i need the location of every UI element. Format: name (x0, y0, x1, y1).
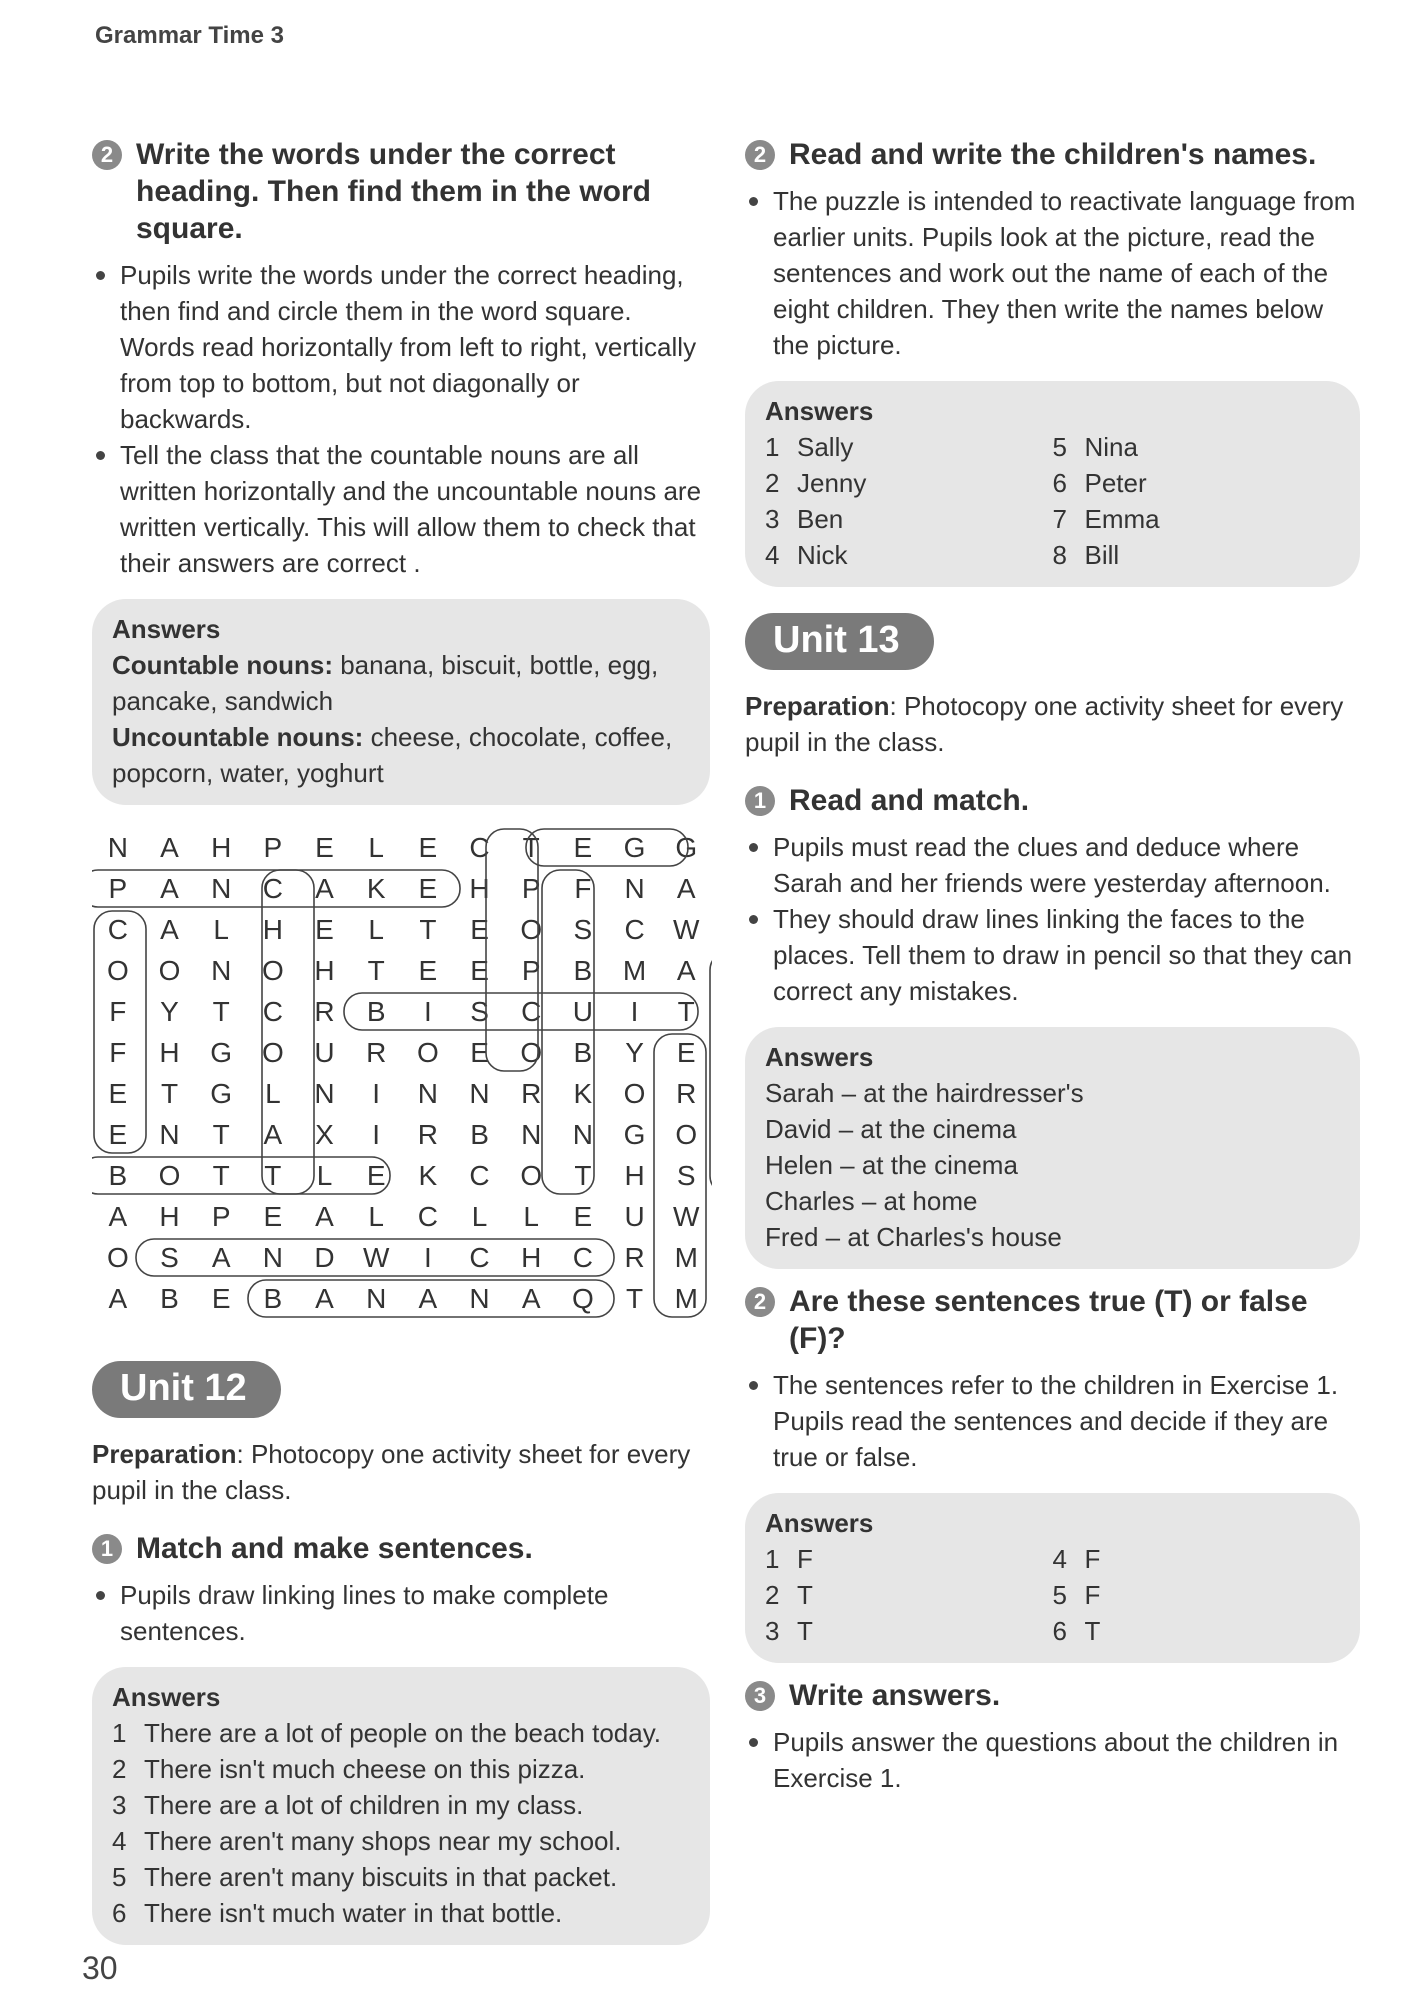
word-square-letter: B (573, 954, 593, 986)
word-square-letter: I (372, 1077, 381, 1109)
word-square-letter: O (520, 913, 543, 945)
word-square-letter: E (418, 872, 438, 904)
word-square-letter: P (211, 1200, 231, 1232)
answer-item: 3 Ben (765, 504, 844, 534)
exercise-number-badge: 2 (745, 140, 775, 170)
answer-item: 8 Bill (1052, 540, 1120, 570)
word-square-letter: T (522, 831, 540, 863)
word-square-letter: L (523, 1200, 539, 1232)
answer-item: 1 There are a lot of people on the beach today. (112, 1718, 661, 1748)
instruction-item: Pupils must read the clues and deduce where Sarah and her friends were yesterday afternoon. (745, 829, 1360, 901)
unit-13-section (745, 605, 1360, 1796)
word-square-letter: L (316, 1159, 333, 1191)
word-square-letter: E (211, 1282, 231, 1314)
exercise-title: Write the words under the correct heading. Then find them in the word square. (136, 138, 651, 245)
unit-banner: Unit 12 (92, 1361, 281, 1418)
word-square-letter: A (418, 1282, 438, 1314)
preparation-note (745, 688, 1360, 760)
word-square-letter: A (108, 1282, 128, 1314)
word-square-letter: E (315, 913, 334, 945)
running-head: Grammar Time 3 (95, 22, 284, 49)
word-square-letter: E (315, 831, 334, 863)
word-square-row (92, 1073, 712, 1114)
word-square-letter: I (423, 995, 432, 1027)
word-square-letter: O (106, 954, 129, 986)
word-square-row (92, 909, 712, 950)
word-square-letter: W (362, 1241, 390, 1273)
answers-box (92, 599, 710, 805)
word-square-row (92, 1032, 712, 1073)
word-square-letter: F (574, 872, 592, 904)
answer-item: 6 Peter (1052, 468, 1147, 498)
word-square-letter: G (210, 1077, 233, 1109)
word-square-letter: T (264, 1159, 282, 1191)
answer-item: 3 There are a lot of children in my class. (112, 1790, 584, 1820)
word-square-letter: C (572, 1241, 593, 1273)
word-square-letter: G (623, 1118, 646, 1150)
right-column (745, 136, 1360, 1814)
word-square-letter: H (469, 872, 490, 904)
word-square-letter: E (108, 1077, 128, 1109)
word-square-letter: E (470, 954, 489, 986)
word-square-letter: A (108, 1200, 128, 1232)
word-square-letter: O (261, 1036, 284, 1068)
uncountable-list: cheese, chocolate, coffee, popcorn, water, yoghurt (112, 722, 673, 788)
instruction-list (92, 257, 710, 581)
exercise-number-badge: 1 (92, 1534, 122, 1564)
answers-title: Answers (112, 614, 221, 644)
word-square-row (92, 950, 712, 991)
countable-label: Countable nouns: (112, 650, 333, 680)
word-square-letter: K (366, 872, 386, 904)
word-square-letter: T (574, 1159, 592, 1191)
answer-item: 6 T (1052, 1616, 1101, 1646)
word-square-letter: S (470, 995, 489, 1027)
answers-title: Answers (765, 1508, 874, 1538)
word-square-letter: F (109, 995, 127, 1027)
word-square-letter: R (521, 1077, 542, 1109)
exercise-2-word-square (92, 136, 710, 805)
answer-item: 5 F (1052, 1580, 1101, 1610)
exercise-title: Are these sentences true (T) or false (F)? (789, 1285, 1308, 1355)
instruction-item: They should draw lines linking the faces to the places. Tell them to draw in pencil so that they can correct any mistakes. (745, 901, 1360, 1009)
word-square-letter: B (160, 1282, 179, 1314)
answers-box (745, 1027, 1360, 1269)
word-square-letter: O (520, 1159, 543, 1191)
word-square-letter: E (418, 831, 438, 863)
answers-box (92, 1667, 710, 1945)
word-square-letter: N (262, 1241, 283, 1273)
word-square-letter: A (315, 1282, 334, 1314)
instruction-item: Pupils draw linking lines to make complete sentences. (92, 1577, 710, 1649)
word-square-letter: B (108, 1159, 128, 1191)
answers-title: Answers (112, 1682, 221, 1712)
answer-item: 1 F (765, 1544, 813, 1574)
exercise-number-badge: 2 (745, 1287, 775, 1317)
exercise-2-names (745, 136, 1360, 587)
answer-item: 3 T (765, 1616, 813, 1646)
word-square-letter: G (210, 1036, 233, 1068)
word-square-letter: C (469, 831, 490, 863)
instruction-list (745, 1724, 1360, 1796)
word-square-letter: T (626, 1282, 644, 1314)
exercise-title: Write answers. (789, 1679, 1001, 1712)
answer-item: Charles – at home (765, 1186, 978, 1216)
word-square-row (92, 868, 712, 909)
word-square-letter: O (623, 1077, 646, 1109)
word-square-letter: N (469, 1077, 490, 1109)
preparation-label: Preparation (92, 1439, 237, 1469)
exercise-title: Match and make sentences. (136, 1532, 533, 1565)
word-square-letter: H (624, 1159, 645, 1191)
word-square-row (92, 1278, 712, 1319)
preparation-text: : Photocopy one activity sheet for every pupil in the class. (745, 691, 1344, 757)
instruction-list (745, 1367, 1360, 1475)
word-square-letter: N (624, 872, 645, 904)
word-square-letter: R (314, 995, 335, 1027)
word-square-letter: O (520, 1036, 543, 1068)
word-square-letter: A (315, 872, 334, 904)
word-square-letter: I (372, 1118, 381, 1150)
answer-item: 2 There isn't much cheese on this pizza. (112, 1754, 586, 1784)
word-square-letter: L (471, 1200, 488, 1232)
word-square-letter: A (211, 1241, 231, 1273)
answers-title: Answers (765, 396, 874, 426)
word-square-letter: F (109, 1036, 127, 1068)
word-square-letter: H (314, 954, 335, 986)
word-square-letter: B (366, 995, 386, 1027)
word-square-letter: E (676, 1036, 696, 1068)
word-square-letter: H (159, 1036, 180, 1068)
word-square-letter: T (419, 913, 437, 945)
word-square-row (92, 991, 712, 1032)
instruction-list (745, 829, 1360, 1009)
word-square-letter: C (262, 995, 283, 1027)
word-square-letter: S (160, 1241, 179, 1273)
answer-item: Sarah – at the hairdresser's (765, 1078, 1084, 1108)
word-square-letter: W (673, 913, 700, 945)
word-square-letter: C (469, 1241, 490, 1273)
word-square-row (92, 1155, 712, 1196)
word-square-letter: N (521, 1118, 542, 1150)
word-square-letter: S (573, 913, 593, 945)
instruction-list (92, 1577, 710, 1649)
word-square-letter: B (470, 1118, 489, 1150)
word-square-letter: E (366, 1159, 386, 1191)
answer-item: 4 F (1052, 1544, 1101, 1574)
exercise-title: Read and match. (789, 784, 1030, 817)
word-square-letter: K (418, 1159, 438, 1191)
word-square-letter: N (211, 872, 232, 904)
word-square-letter: E (418, 954, 438, 986)
word-square-letter: E (573, 831, 593, 863)
instruction-item: Pupils write the words under the correct heading, then find and circle them in the word square. Words read horizontally from left to right, vertically from top to bottom, but not diagonally or backwards. (92, 257, 710, 437)
instruction-item: Pupils answer the questions about the children in Exercise 1. (745, 1724, 1360, 1796)
uncountable-label: Uncountable nouns: (112, 722, 364, 752)
word-square-row (92, 1237, 712, 1278)
left-column (92, 136, 710, 1963)
word-square-letter: N (469, 1282, 490, 1314)
answer-item: 2 Jenny (765, 468, 867, 498)
answers-box (745, 381, 1360, 587)
word-square-letter: O (158, 1159, 181, 1191)
word-square-letter: C (624, 913, 645, 945)
word-square-grid (92, 827, 712, 1319)
word-square-letter: M (622, 954, 647, 986)
word-square-letter: N (107, 831, 128, 863)
word-square-letter: Y (625, 1036, 644, 1068)
answer-item: 5 Nina (1052, 432, 1138, 462)
answer-item: 4 There aren't many shops near my school. (112, 1826, 622, 1856)
word-square-letter: G (675, 831, 698, 863)
word-square-letter: A (263, 1118, 283, 1150)
word-square-letter: A (676, 954, 696, 986)
word-square-letter: A (160, 872, 179, 904)
word-square-letter: E (263, 1200, 283, 1232)
word-square-row (92, 827, 712, 868)
word-square-letter: I (630, 995, 639, 1027)
word-square-letter: B (263, 1282, 283, 1314)
exercise-title: Read and write the children's names. (789, 138, 1317, 171)
word-square-letter: C (521, 995, 542, 1027)
countable-answers (112, 647, 690, 719)
word-square-letter: B (573, 1036, 593, 1068)
word-square-letter: N (417, 1077, 438, 1109)
exercise-number-badge: 3 (745, 1681, 775, 1711)
word-square-letter: W (673, 1200, 700, 1232)
word-square-letter: T (212, 1118, 230, 1150)
word-square-letter: C (262, 872, 283, 904)
word-square-letter: U (624, 1200, 645, 1232)
instruction-item: The sentences refer to the children in Exercise 1. Pupils read the sentences and decide if they are true or false. (745, 1367, 1360, 1475)
word-square-letter: A (160, 831, 179, 863)
answers-box (745, 1493, 1360, 1663)
word-square-letter: P (521, 872, 541, 904)
word-square-letter: R (624, 1241, 645, 1273)
instruction-item: The puzzle is intended to reactivate language from earlier units. Pupils look at the picture, read the sentences and work out the name of each of the eight children. They then write the names below the picture. (745, 183, 1360, 363)
word-square-letter: R (417, 1118, 438, 1150)
word-square-letter: A (160, 913, 179, 945)
word-square-letter: Y (160, 995, 179, 1027)
word-square-letter: N (314, 1077, 335, 1109)
word-square-letter: P (521, 954, 541, 986)
word-square-letter: E (470, 1036, 489, 1068)
preparation-note (92, 1436, 710, 1508)
word-square-letter: H (159, 1200, 180, 1232)
word-square-letter: O (106, 1241, 129, 1273)
word-square-letter: L (265, 1077, 281, 1109)
answer-item: 2 T (765, 1580, 813, 1610)
word-square-letter: Q (571, 1282, 594, 1314)
instruction-item: Tell the class that the countable nouns are all written horizontally and the uncountable nouns are written vertically. This will allow them to check that their answers are correct . (92, 437, 710, 581)
word-square-letter: L (368, 831, 384, 863)
preparation-text: : Photocopy one activity sheet for every pupil in the class. (92, 1439, 691, 1505)
answer-item: Helen – at the cinema (765, 1150, 1018, 1180)
answers-title: Answers (765, 1042, 874, 1072)
word-square-letter: S (676, 1159, 696, 1191)
word-square-letter: N (572, 1118, 593, 1150)
unit-12-section (92, 1353, 710, 1945)
word-square-letter: U (572, 995, 593, 1027)
word-square-letter: L (368, 1200, 384, 1232)
word-square-letter: T (677, 995, 695, 1027)
answer-item: 4 Nick (765, 540, 848, 570)
word-square-letter: I (423, 1241, 432, 1273)
word-square-letter: D (314, 1241, 335, 1273)
word-square-letter: E (108, 1118, 128, 1150)
word-square-letter: H (211, 831, 232, 863)
word-square-letter: U (314, 1036, 335, 1068)
word-square-letter: N (366, 1282, 387, 1314)
word-square-letter: C (417, 1200, 438, 1232)
preparation-label: Preparation (745, 691, 890, 721)
instruction-list (745, 183, 1360, 363)
uncountable-answers (112, 719, 690, 791)
page-number: 30 (82, 1950, 118, 1986)
word-square-letter: N (159, 1118, 180, 1150)
word-square-letter: L (368, 913, 384, 945)
answer-item: 5 There aren't many biscuits in that packet. (112, 1862, 618, 1892)
word-square-letter: T (367, 954, 385, 986)
word-square-letter: T (160, 1077, 179, 1109)
word-square-letter: E (573, 1200, 593, 1232)
word-square-letter: H (262, 913, 283, 945)
word-square-letter: C (107, 913, 128, 945)
word-square-letter: T (212, 995, 230, 1027)
word-square-letter: T (212, 1159, 230, 1191)
word-square-letter: K (573, 1077, 593, 1109)
word-square-letter: E (470, 913, 489, 945)
word-square-letter: H (521, 1241, 542, 1273)
word-square-letter: O (675, 1118, 698, 1150)
word-square-letter: M (674, 1282, 698, 1314)
answer-item: Fred – at Charles's house (765, 1222, 1062, 1252)
answer-item: 7 Emma (1052, 504, 1160, 534)
answer-item: 1 Sally (765, 432, 854, 462)
word-square-letter: L (213, 913, 229, 945)
word-square-letter: P (263, 831, 283, 863)
word-square-letter: M (674, 1241, 698, 1273)
word-square-letter: R (676, 1077, 697, 1109)
word-square-letter: R (366, 1036, 387, 1068)
word-square-letter: O (416, 1036, 439, 1068)
word-square-letter: X (315, 1118, 334, 1150)
countable-list: banana, biscuit, bottle, egg, pancake, sandwich (112, 650, 659, 716)
word-square-letter: A (521, 1282, 541, 1314)
word-square-letter: C (469, 1159, 490, 1191)
word-square (92, 827, 712, 1327)
word-square-letter: G (623, 831, 646, 863)
exercise-number-badge: 2 (92, 140, 122, 170)
exercise-number-badge: 1 (745, 786, 775, 816)
word-square-letter: O (158, 954, 181, 986)
answer-item: 6 There isn't much water in that bottle. (112, 1898, 563, 1928)
word-square-row (92, 1196, 712, 1237)
word-square-letter: A (676, 872, 696, 904)
word-square-row (92, 1114, 712, 1155)
answer-item: David – at the cinema (765, 1114, 1017, 1144)
word-square-letter: N (211, 954, 232, 986)
word-square-letter: A (315, 1200, 334, 1232)
word-square-letter: O (261, 954, 284, 986)
word-square-letter: P (108, 872, 128, 904)
unit-banner: Unit 13 (745, 613, 934, 670)
